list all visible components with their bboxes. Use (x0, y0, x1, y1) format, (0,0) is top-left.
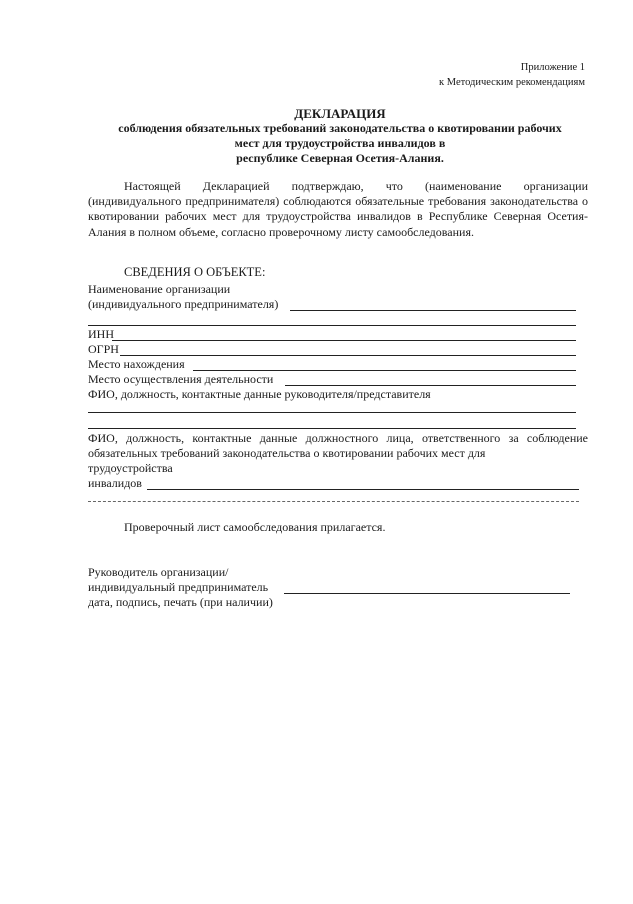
title-line-2: мест для трудоустройства инвалидов в (234, 136, 446, 150)
location-field[interactable] (193, 370, 576, 371)
org-name-label: Наименование организации (88, 282, 231, 296)
head-contact-field[interactable] (88, 412, 576, 413)
intro-paragraph (88, 179, 588, 240)
attached-note: Проверочный лист самообследования прилагается. (124, 520, 386, 534)
org-name-field-2[interactable] (88, 325, 576, 326)
ogrn-field[interactable] (120, 355, 576, 356)
appendix-line-1: Приложение 1 (520, 62, 585, 73)
activity-location-field[interactable] (285, 385, 576, 386)
signature-label-3: дата, подпись, печать (при наличии) (88, 595, 273, 609)
intro-text: Настоящей Декларацией подтверждаю, что (наименование организации (индивидуального предпринимателя) соблюдаются обязательные требования законодательства о квотировании рабочих мест для трудоустройства инвалидов в Республике Северная Осетия-Алания в полном объеме, согласно проверочному листу самообследования. (88, 179, 588, 239)
signature-label-1: Руководитель организации/ (88, 565, 229, 579)
ogrn-label: ОГРН (88, 342, 119, 356)
signature-field[interactable] (284, 593, 570, 594)
title-line-3: республике Северная Осетия-Алания. (236, 151, 444, 165)
responsible-contact-label-2: трудоустройства (88, 461, 173, 475)
location-label: Место нахождения (88, 357, 185, 371)
title-line-1: соблюдения обязательных требований законодательства о квотировании рабочих (118, 121, 562, 135)
appendix-line-2: к Методическим рекомендациям (439, 77, 585, 88)
responsible-contact-field[interactable] (147, 489, 579, 490)
head-contact-field-2[interactable] (88, 428, 576, 429)
org-name-label-2: (индивидуального предпринимателя) (88, 297, 279, 311)
head-contact-label: ФИО, должность, контактные данные руководителя/представителя (88, 387, 431, 401)
inn-label: ИНН (88, 327, 114, 341)
responsible-contact-field-2[interactable] (88, 501, 579, 502)
inn-field[interactable] (112, 340, 576, 341)
appendix-note (439, 60, 585, 90)
org-name-field[interactable] (290, 310, 576, 311)
responsible-contact-label: ФИО, должность, контактные данные должностного лица, ответственного за соблюдение обязательных требований законодательства о квотировании рабочих мест для (88, 431, 588, 460)
signature-label-2: индивидуальный предприниматель (88, 580, 269, 594)
activity-location-label: Место осуществления деятельности (88, 372, 274, 386)
responsible-contact-label-3: инвалидов (88, 476, 142, 490)
section-title: СВЕДЕНИЯ О ОБЪЕКТЕ: (124, 265, 266, 279)
document-title: ДЕКЛАРАЦИЯ (294, 106, 386, 121)
